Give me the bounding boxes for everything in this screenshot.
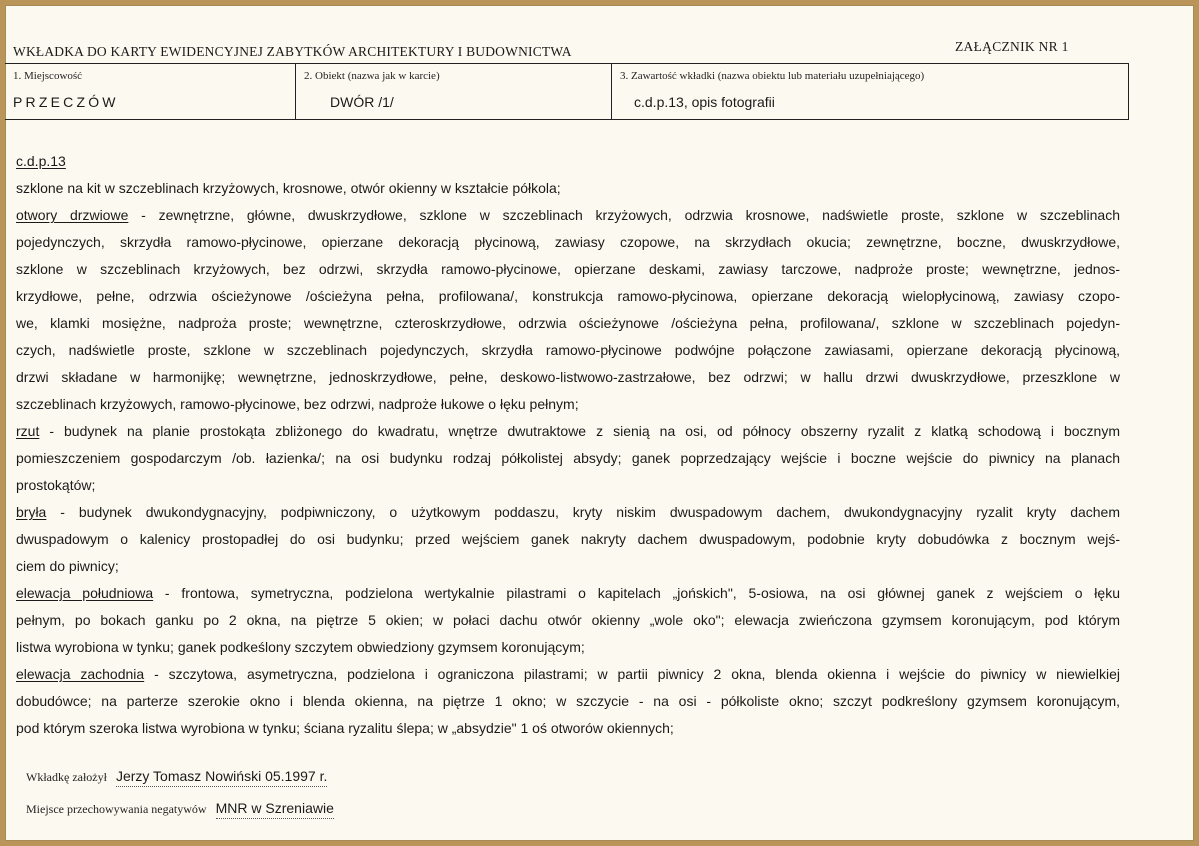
heading-text: c.d.p.13: [16, 153, 66, 169]
text-line: [16, 661, 1120, 688]
text-segment: dwuspadowym o kalenicy prostopadłej do osi budynku; przed wejściem ganek nakryty dachem dwuspadowym, podobnie kryty dobudówka z bocznym wejś-: [16, 531, 1120, 547]
form-title: WKŁADKA DO KARTY EWIDENCYJNEJ ZABYTKÓW ARCHITEKTURY I BUDOWNICTWA: [13, 44, 572, 59]
text-line: [16, 715, 1120, 742]
text-line: [16, 526, 1120, 553]
text-segment: - frontowa, symetryczna, podzielona wertykalnie pilastrami o kapitelach „jońskich", 5-osiowa, na osi głównej ganek z wejściem o łęku: [153, 585, 1120, 601]
text-line: [16, 634, 1120, 661]
text-line: [16, 202, 1120, 229]
author-value: Jerzy Tomasz Nowiński 05.1997 r.: [116, 768, 327, 787]
text-line: [16, 283, 1120, 310]
section-term: elewacja zachodnia: [16, 666, 145, 682]
text-segment: - budynek dwukondygnacyjny, podpiwniczony, o użytkowym poddaszu, kryty niskim dwuspadowym dachem, dwukondygnacyjny ryzalit kryty dachem: [46, 504, 1120, 520]
locality-cell: [5, 64, 296, 119]
section-term: elewacja południowa: [16, 585, 154, 601]
text-line: [16, 607, 1120, 634]
text-segment: szklone na kit w szczeblinach krzyżowych, krosnowe, otwór okienny w kształcie półkola;: [16, 180, 561, 196]
text-segment: prostokątów;: [16, 477, 96, 493]
text-segment: dobudówce; na parterze szerokie okno i blenda okienna, na piętrze 1 okno; w szczycie - na osi - półkoliste okno; szczyt podkreślony gzymsem koronującym,: [16, 693, 1120, 709]
author-row: [26, 768, 327, 787]
description-lines: [16, 175, 1120, 742]
text-line: [16, 256, 1120, 283]
text-line: [16, 364, 1120, 391]
description-body: [16, 148, 1120, 742]
text-line: [16, 445, 1120, 472]
section-term: rzut: [16, 423, 40, 439]
text-line: [16, 499, 1120, 526]
storage-value: MNR w Szreniawie: [216, 800, 334, 819]
content-label: 3. Zawartość wkładki (nazwa obiektu lub materiału uzupełniającego): [620, 70, 925, 82]
object-label: 2. Obiekt (nazwa jak w karcie): [304, 70, 440, 82]
content-value: c.d.p.13, opis fotografii: [634, 94, 775, 110]
text-line: [16, 310, 1120, 337]
text-segment: drzwi składane w harmonijkę; wewnętrzne, jednoskrzydłowe, pełne, deskowo-listwowo-zastrzałowe, bez odrzwi; w hallu drzwi dwuskrzydłowe, przeszklone w: [16, 369, 1120, 385]
text-line: [16, 175, 1120, 202]
text-segment: pod którym szeroka listwa wyrobiona w tynku; ściana ryzalitu ślepa; w „absydzie" 1 oś otworów okiennych;: [16, 720, 674, 736]
text-line: [16, 229, 1120, 256]
section-term: otwory drzwiowe: [16, 207, 129, 223]
text-segment: szklone w szczeblinach krzyżowych, bez odrzwi, skrzydła ramowo-płycinowe, opierzane deskami, zawiasy tarczowe, nadproże proste; wewnętrzne, jednos-: [16, 261, 1120, 277]
object-value: DWÓR /1/: [330, 94, 394, 110]
text-segment: pojedynczych, skrzydła ramowo-płycinowe, opierzane dekoracją płycinową, zawiasy czopowe, na skrzydłach okucia; zewnętrzne, boczne, dwuskrzydłowe,: [16, 234, 1120, 250]
section-term: bryła: [16, 504, 47, 520]
header-fields-table: [5, 63, 1129, 120]
text-line: [16, 391, 1120, 418]
text-segment: we, klamki mosiężne, nadproża proste; wewnętrzne, czteroskrzydłowe, odrzwia ościeżynowe /ościeżyna pełna, profilowana/, szklone w szczeblinach pojedyn-: [16, 315, 1120, 331]
text-segment: - szczytowa, asymetryczna, podzielona i ograniczona pilastrami; w partii piwnicy 2 okna, blenda okienna i wejście do piwnicy w niewielkiej: [144, 666, 1120, 682]
object-cell: [296, 64, 612, 119]
author-label: Wkładkę założył: [26, 770, 107, 784]
annex-label: ZAŁĄCZNIK NR 1: [955, 39, 1069, 54]
text-segment: krzydłowe, pełne, odrzwia ościeżynowe /ościeżyna pełna, profilowana/, konstrukcja ramowo-płycinowa, opierzane dekoracją wielopłycinową, zawiasy czopo-: [16, 288, 1120, 304]
locality-value: PRZECZÓW: [13, 94, 119, 110]
text-segment: czych, nadświetle proste, szklone w szczeblinach pojedynczych, skrzydła ramowo-płycinowe podwójne połączone zawiasami, opierzane dekoracją płycinową,: [16, 342, 1120, 358]
text-segment: szczeblinach krzyżowych, ramowo-płycinowe, bez odrzwi, nadproże łukowe o łęku pełnym;: [16, 396, 579, 412]
text-line: [16, 688, 1120, 715]
record-card: [5, 5, 1194, 841]
text-line: [16, 553, 1120, 580]
text-segment: listwa wyrobiona w tynku; ganek podkeślony szczytem obwiedziony gzymsem koronującym;: [16, 639, 585, 655]
storage-row: [26, 800, 334, 819]
text-line: [16, 337, 1120, 364]
content-cell: [612, 64, 1127, 119]
text-segment: - budynek na planie prostokąta zbliżonego do kwadratu, wnętrze dwutraktowe z sienią na osi, od północy obszerny ryzalit z klatką schodową i bocznym: [39, 423, 1120, 439]
text-line: [16, 472, 1120, 499]
text-segment: pomieszczeniem gospodarczym /ob. łazienka/; na osi budynku rodzaj półkolistej absydy; ganek poprzedzający wejście i boczne wejście do piwnicy na planach: [16, 450, 1120, 466]
text-line: [16, 580, 1120, 607]
text-line: [16, 418, 1120, 445]
storage-label: Miejsce przechowywania negatywów: [26, 802, 207, 816]
text-segment: pełnym, po bokach ganku po 2 okna, na piętrze 5 okien; w połaci dachu otwór okienny „wole oko"; elewacja zwieńczona gzymsem koronującym, pod którym: [16, 612, 1120, 628]
text-segment: ciem do piwnicy;: [16, 558, 119, 574]
text-segment: - zewnętrzne, główne, dwuskrzydłowe, szklone w szczeblinach krzyżowych, odrzwia krosnowe, nadświetle proste, szklone w szczeblinach: [128, 207, 1120, 223]
section-heading: [16, 148, 1120, 175]
locality-label: 1. Miejscowość: [13, 70, 83, 82]
